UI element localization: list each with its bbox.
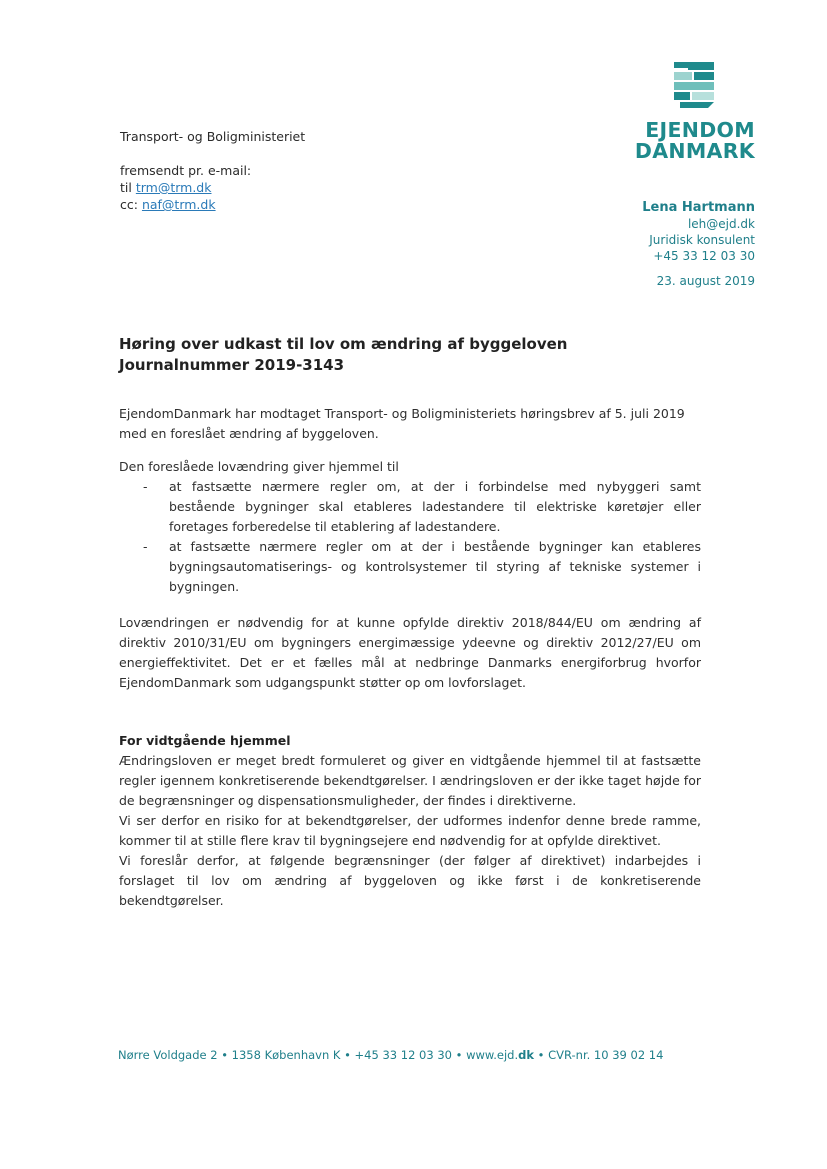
recipient-block [120,128,305,213]
to-line [120,179,305,196]
bullet-dash: - [143,479,148,494]
section-vidtgaende [119,731,701,911]
brand-line-2: DANMARK [634,139,755,163]
section-paragraph-3: Vi foreslår derfor, at følgende begrænsninger (der følger af direktivet) indarbejdes i forslaget til lov om ændring af byggeloven og ikke først i de konkretiserende bekendtgørelser. [119,853,701,908]
sender-name: Lena Hartmann [642,200,755,215]
sender-title: Juridisk konsulent [649,233,755,247]
cc-email-link[interactable]: naf@trm.dk [141,197,216,212]
intro-paragraph: EjendomDanmark har modtaget Transport- og Boligministeriets høringsbrev af 5. juli 2019 med en foreslået ændring af byggeloven. [119,406,685,441]
footer-domain-tld: dk [518,1048,534,1062]
to-email-link[interactable]: trm@trm.dk [135,180,212,195]
list-item-text: at fastsætte nærmere regler om at der i bestående bygninger kan etableres bygningsautomatiserings- og kontrolsystemer til styring af tekniske systemer i bygningen. [169,539,701,594]
footer-cvr: • CVR-nr. 10 39 02 14 [534,1048,664,1062]
directive-paragraph: Lovændringen er nødvendig for at kunne opfylde direktiv 2018/844/EU om ændring af direktiv 2010/31/EU om bygningers energimæssige ydeevne og direktiv 2012/27/EU om energieffektivitet. Det er et fælles mål at nedbringe Danmarks energiforbrug hvorfor EjendomDanmark som udgangspunkt støtter op om lovforslaget. [119,615,701,690]
subject-line-1: Høring over udkast til lov om ændring af byggeloven [119,335,568,353]
recipient-ministry: Transport- og Boligministeriet [120,129,306,144]
letter-date: 23. august 2019 [656,274,755,288]
subject-line-2: Journalnummer 2019-3143 [119,356,345,374]
page-footer [118,1048,663,1062]
subject-heading [119,334,567,376]
ejendom-danmark-logo-icon [668,58,720,110]
section-heading: For vidtgående hjemmel [119,733,291,748]
section-paragraph-2: Vi ser derfor en risiko for at bekendtgørelser, der udformes indenfor denne brede ramme, kommer til at stille flere krav til bygningsejere end nødvendig for at opfylde direktivet. [119,813,701,848]
brand-line-1: EJENDOM [645,118,755,142]
list-item [119,537,701,597]
list-item-text: at fastsætte nærmere regler om, at der i forbindelse med nybyggeri samt bestående bygninger skal etableres ladestandere til elektriske køretøjer eller foretages forberedelse til etablering af ladestandere. [169,479,701,534]
bullet-dash: - [143,539,148,554]
section-paragraph-1: Ændringsloven er meget bredt formuleret og giver en vidtgående hjemmel til at fastsætte regler igennem konkretiserende bekendtgørelser. I ændringsloven er der ikke taget højde for de begrænsninger og dispensationsmuligheder, der findes i direktiverne. [119,753,701,808]
cc-line [120,196,305,213]
provisions-list [119,477,701,597]
cc-label: cc: [120,197,138,212]
list-intro: Den foreslåede lovændring giver hjemmel til [119,459,399,474]
sender-contact [642,200,755,264]
footer-address: Nørre Voldgade 2 • 1358 København K • +45 33 12 03 30 • www.ejd. [118,1048,519,1062]
brand-wordmark [635,120,755,162]
sender-phone: +45 33 12 03 30 [653,249,755,263]
list-item [119,477,701,537]
sender-email[interactable]: leh@ejd.dk [687,217,755,231]
to-label: til [120,180,132,195]
sent-via-label: fremsendt pr. e-mail: [120,163,252,178]
provisions-block [119,457,701,597]
